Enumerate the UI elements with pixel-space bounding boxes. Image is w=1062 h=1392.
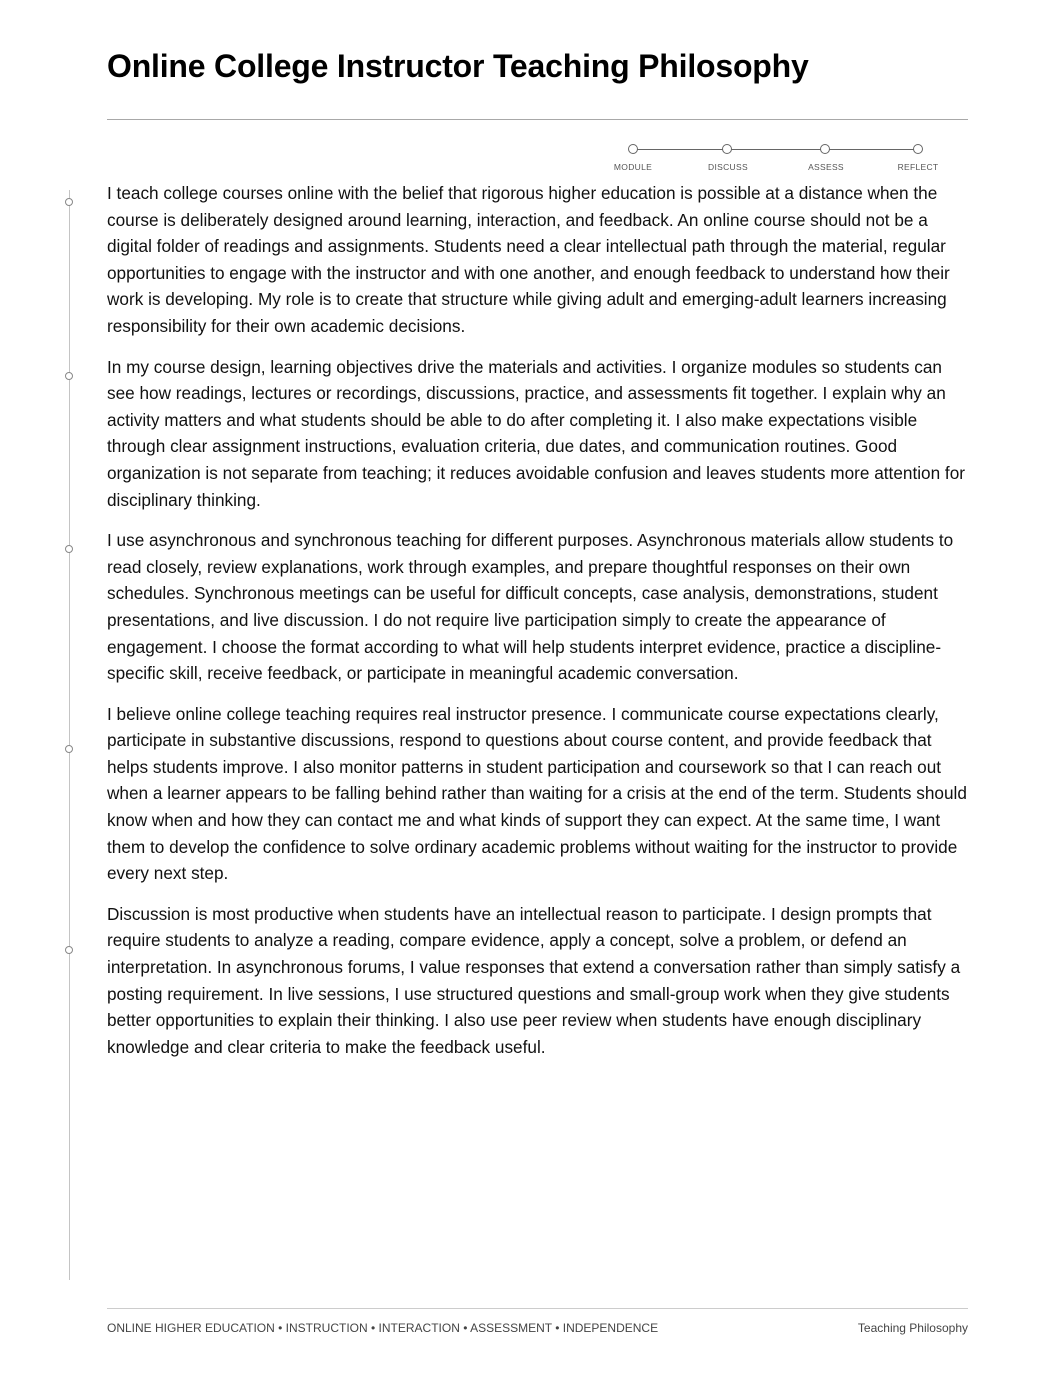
- progress-label-reflect: REFLECT: [897, 162, 939, 172]
- paragraph: In my course design, learning objectives drive the materials and activities. I organize modules so students can see how readings, lectures or recordings, discussions, practice, and assessments fit together. I explain why an activity matters and what students should be able to do after completing it. I also make expectations visible through clear assignment instructions, evaluation criteria, due dates, and communication routines. Good organization is not separate from teaching; it reduces avoidable confusion and leaves students more attention for disciplinary thinking.: [107, 356, 965, 510]
- progress-node-module: [628, 144, 638, 154]
- paragraph: I believe online college teaching requires real instructor presence. I communicate course expectations clearly, participate in substantive discussions, respond to questions about course content, and provide feedback that helps students improve. I also monitor patterns in student participation and coursework so that I can reach out when a learner appears to be falling behind rather than waiting for a crisis at the end of the term. Students should know when and how they can contact me and what kinds of support they can expect. At the same time, I want them to develop the confidence to solve ordinary academic problems without waiting for the instructor to provide every next step.: [107, 703, 967, 884]
- body-text: [107, 180, 971, 1074]
- paragraph: I teach college courses online with the belief that rigorous higher education is possible at a distance when the course is deliberately designed around learning, interaction, and feedback. An online course should not be a digital folder of readings and assignments. Students need a clear intellectual path through the material, regular opportunities to engage with the instructor and with one another, and enough feedback to understand how their work is developing. My role is to create that structure while giving adult and emerging-adult learners increasing responsibility for their own academic decisions.: [107, 183, 950, 336]
- paragraph: I use asynchronous and synchronous teaching for different purposes. Asynchronous materials allow students to read closely, review explanations, work through examples, and prepare thoughtful responses on their own schedules. Synchronous meetings can be useful for difficult concepts, case analysis, demonstrations, student presentations, and live discussion. I do not require live participation simply to create the appearance of engagement. I choose the format according to what will help students interpret evidence, practice a discipline-specific skill, receive feedback, or participate in meaningful academic conversation.: [107, 530, 954, 684]
- paragraph-marker: [65, 745, 73, 753]
- progress-node-discuss: [722, 144, 732, 154]
- progress-label-discuss: DISCUSS: [708, 162, 748, 172]
- title-divider: [107, 119, 968, 120]
- page-title: Online College Instructor Teaching Philosophy: [107, 48, 809, 84]
- paragraph-marker: [65, 545, 73, 553]
- footer-keywords: ONLINE HIGHER EDUCATION • INSTRUCTION • INTERACTION • ASSESSMENT • INDEPENDENCE: [107, 1321, 659, 1335]
- progress-label-module: MODULE: [613, 162, 653, 172]
- paragraph-marker: [65, 946, 73, 954]
- progress-node-reflect: [913, 144, 923, 154]
- footer-document-label: Teaching Philosophy: [857, 1321, 968, 1335]
- footer-divider: [107, 1308, 968, 1309]
- paragraph-marker: [65, 372, 73, 380]
- progress-node-assess: [820, 144, 830, 154]
- progress-line: [633, 149, 918, 150]
- progress-label-assess: ASSESS: [808, 162, 844, 172]
- margin-timeline: [69, 190, 70, 1280]
- paragraph-marker: [65, 198, 73, 206]
- paragraph: Discussion is most productive when students have an intellectual reason to participate. I design prompts that require students to analyze a reading, compare evidence, apply a concept, solve a problem, or defend an interpretation. In asynchronous forums, I value responses that extend a conversation rather than simply satisfy a posting requirement. In live sessions, I use structured questions and small-group work when they give students better opportunities to explain their thinking. I also use peer review when students have enough disciplinary knowledge and clear criteria to make the feedback useful.: [107, 903, 961, 1057]
